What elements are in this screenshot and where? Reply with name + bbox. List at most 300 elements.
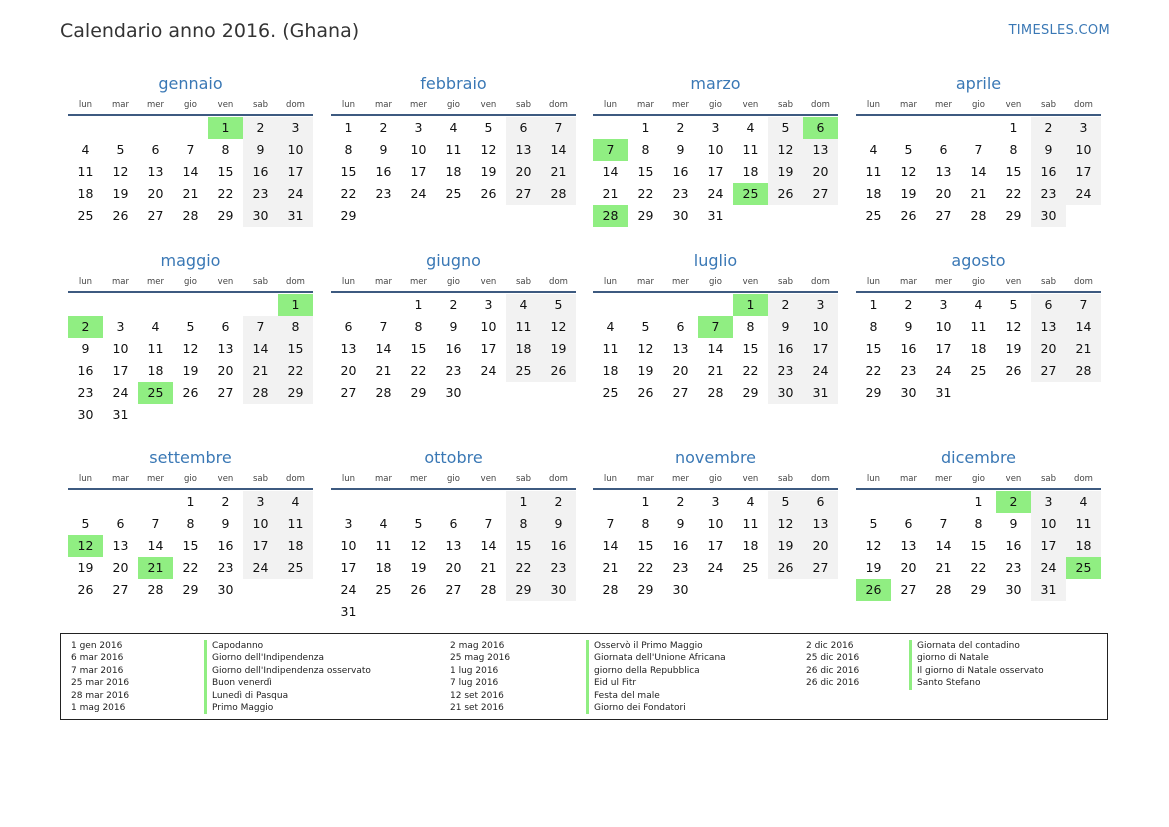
holiday-name: Primo Maggio xyxy=(212,702,274,713)
week-row xyxy=(68,579,313,601)
day-cell: 22 xyxy=(217,186,234,201)
day-cell: 14 xyxy=(602,538,619,553)
week-row xyxy=(331,183,576,205)
weekday-label: lun xyxy=(866,277,881,287)
day-cell: 5 xyxy=(541,294,576,316)
day-cell: 11 xyxy=(147,341,164,356)
day-cell: 25 xyxy=(602,385,619,400)
holiday-name: Giorno dell'Indipendenza osservato xyxy=(212,665,371,676)
day-cell: 23 xyxy=(1031,183,1066,205)
weekday-label: mer xyxy=(409,277,427,287)
day-cell: 2 xyxy=(1031,117,1066,139)
day-cell: 20 xyxy=(803,535,838,557)
weekday-header xyxy=(856,274,1101,293)
holiday-name: Festa del male xyxy=(594,690,660,701)
day-cell: 22 xyxy=(340,186,357,201)
weekday-label: dom xyxy=(286,474,305,484)
day-cell: 12 xyxy=(480,142,497,157)
day-cell: 13 xyxy=(506,139,541,161)
week-row xyxy=(856,513,1101,535)
day-cell: 18 xyxy=(865,186,882,201)
day-cell: 1 xyxy=(869,297,878,312)
day-cell: 18 xyxy=(375,560,392,575)
month-aprile xyxy=(856,73,1101,227)
holiday-date: 2 mag 2016 xyxy=(450,641,505,651)
day-cell: 13 xyxy=(803,139,838,161)
day-cell: 4 xyxy=(449,120,458,135)
holiday-date: 25 dic 2016 xyxy=(806,653,860,664)
day-cell: 12 xyxy=(410,538,427,553)
week-row xyxy=(593,161,838,183)
day-cell: 31 xyxy=(803,382,838,404)
day-cell: 12 xyxy=(112,164,129,179)
weekday-label: dom xyxy=(811,100,830,110)
weekday-header xyxy=(593,471,838,490)
month-giugno xyxy=(331,250,576,404)
day-cell: 1 xyxy=(641,494,650,509)
empty-cell xyxy=(1066,579,1101,601)
day-cell: 3 xyxy=(414,120,423,135)
day-cell: 15 xyxy=(970,538,987,553)
empty-cell xyxy=(68,294,103,316)
week-row xyxy=(68,294,313,316)
week-row xyxy=(856,360,1101,382)
day-cell: 8 xyxy=(221,142,230,157)
weekday-label: gio xyxy=(184,277,197,287)
day-cell: 4 xyxy=(278,491,313,513)
day-cell: 28 xyxy=(480,582,497,597)
day-cell: 1 xyxy=(1009,120,1018,135)
day-cell: 2 xyxy=(243,117,278,139)
day-cell: 24 xyxy=(480,363,497,378)
empty-cell xyxy=(698,579,733,601)
weekday-header xyxy=(68,274,313,293)
weekday-label: mar xyxy=(900,100,917,110)
day-cell: 19 xyxy=(541,338,576,360)
day-cell: 5 xyxy=(768,117,803,139)
day-cell: 14 xyxy=(480,538,497,553)
empty-cell xyxy=(471,491,506,513)
empty-cell xyxy=(331,491,366,513)
weekday-label: dom xyxy=(1074,100,1093,110)
weekday-label: sab xyxy=(252,277,269,287)
day-cell: 2 xyxy=(904,297,913,312)
day-cell: 23 xyxy=(375,186,392,201)
holiday-day-cell: 25 xyxy=(138,382,173,404)
day-cell: 24 xyxy=(707,186,724,201)
holiday-day-cell: 1 xyxy=(278,294,313,316)
empty-cell xyxy=(366,205,401,227)
holiday-day-cell: 2 xyxy=(68,316,103,338)
day-cell: 25 xyxy=(77,208,94,223)
weekday-label: lun xyxy=(603,474,618,484)
day-cell: 14 xyxy=(602,164,619,179)
empty-cell xyxy=(768,205,803,227)
day-cell: 24 xyxy=(243,557,278,579)
day-cell: 19 xyxy=(112,186,129,201)
weekday-label: sab xyxy=(252,474,269,484)
empty-cell xyxy=(856,491,891,513)
day-cell: 23 xyxy=(1005,560,1022,575)
empty-cell xyxy=(541,205,576,227)
day-cell: 21 xyxy=(602,560,619,575)
day-cell: 20 xyxy=(803,161,838,183)
day-cell: 26 xyxy=(541,360,576,382)
weekday-label: ven xyxy=(480,474,497,484)
day-cell: 20 xyxy=(217,363,234,378)
weekday-label: dom xyxy=(286,100,305,110)
day-cell: 19 xyxy=(77,560,94,575)
legend-date-column xyxy=(71,640,129,714)
day-cell: 19 xyxy=(410,560,427,575)
week-row xyxy=(68,382,313,404)
day-cell: 17 xyxy=(935,341,952,356)
day-cell: 7 xyxy=(1066,294,1101,316)
weekday-label: ven xyxy=(1005,474,1022,484)
weekday-label: dom xyxy=(549,277,568,287)
day-cell: 29 xyxy=(742,385,759,400)
week-row xyxy=(593,360,838,382)
empty-cell xyxy=(278,404,313,426)
day-cell: 16 xyxy=(672,538,689,553)
day-cell: 27 xyxy=(672,385,689,400)
weekday-header xyxy=(68,97,313,116)
weekday-label: gio xyxy=(184,474,197,484)
day-cell: 20 xyxy=(1031,338,1066,360)
week-row xyxy=(593,294,838,316)
day-cell: 5 xyxy=(768,491,803,513)
week-row xyxy=(593,338,838,360)
day-cell: 16 xyxy=(1005,538,1022,553)
day-cell: 1 xyxy=(344,120,353,135)
month-name: febbraio xyxy=(420,74,487,93)
day-cell: 25 xyxy=(970,363,987,378)
week-row xyxy=(856,338,1101,360)
empty-cell xyxy=(471,205,506,227)
empty-cell xyxy=(243,294,278,316)
day-cell: 18 xyxy=(970,341,987,356)
day-cell: 3 xyxy=(278,117,313,139)
day-cell: 22 xyxy=(637,186,654,201)
day-cell: 6 xyxy=(344,319,353,334)
week-row xyxy=(68,316,313,338)
week-row xyxy=(856,161,1101,183)
week-row xyxy=(331,161,576,183)
week-row xyxy=(331,491,576,513)
month-febbraio xyxy=(331,73,576,227)
day-cell: 22 xyxy=(1005,186,1022,201)
week-row xyxy=(856,535,1101,557)
weekday-label: lun xyxy=(78,474,93,484)
day-cell: 31 xyxy=(278,205,313,227)
weekday-label: sab xyxy=(515,100,532,110)
month-maggio xyxy=(68,250,313,426)
day-cell: 8 xyxy=(344,142,353,157)
weekday-label: lun xyxy=(603,100,618,110)
holiday-name: Il giorno di Natale osservato xyxy=(917,665,1044,676)
day-cell: 4 xyxy=(151,319,160,334)
empty-cell xyxy=(663,294,698,316)
day-cell: 11 xyxy=(742,142,759,157)
day-cell: 4 xyxy=(606,319,615,334)
weekday-label: mer xyxy=(409,474,427,484)
day-cell: 30 xyxy=(77,407,94,422)
empty-cell xyxy=(593,117,628,139)
day-cell: 29 xyxy=(340,208,357,223)
day-cell: 19 xyxy=(637,363,654,378)
holiday-name: Lunedì di Pasqua xyxy=(212,690,289,701)
day-cell: 30 xyxy=(672,582,689,597)
day-cell: 8 xyxy=(414,319,423,334)
legend-date-column xyxy=(450,640,510,714)
day-cell: 24 xyxy=(1066,183,1101,205)
month-ottobre xyxy=(331,447,576,623)
weekday-label: mer xyxy=(146,277,164,287)
day-cell: 16 xyxy=(375,164,392,179)
day-cell: 28 xyxy=(935,582,952,597)
week-row xyxy=(68,557,313,579)
day-cell: 20 xyxy=(935,186,952,201)
holiday-name: Osservò il Primo Maggio xyxy=(594,641,703,651)
day-cell: 18 xyxy=(278,535,313,557)
weekday-label: mer xyxy=(409,100,427,110)
day-cell: 17 xyxy=(707,538,724,553)
week-row xyxy=(856,557,1101,579)
day-cell: 25 xyxy=(445,186,462,201)
day-cell: 5 xyxy=(81,516,90,531)
empty-cell xyxy=(471,382,506,404)
day-cell: 15 xyxy=(742,341,759,356)
day-cell: 27 xyxy=(1031,360,1066,382)
week-row xyxy=(68,360,313,382)
day-cell: 17 xyxy=(480,341,497,356)
day-cell: 22 xyxy=(410,363,427,378)
weekday-label: ven xyxy=(217,277,234,287)
day-cell: 27 xyxy=(803,183,838,205)
empty-cell xyxy=(628,294,663,316)
day-cell: 26 xyxy=(768,557,803,579)
holiday-name: Giorno dell'Indipendenza xyxy=(212,653,325,664)
week-row xyxy=(68,535,313,557)
day-cell: 16 xyxy=(445,341,462,356)
day-cell: 17 xyxy=(803,338,838,360)
day-cell: 29 xyxy=(970,582,987,597)
day-cell: 3 xyxy=(344,516,353,531)
holiday-date: 26 dic 2016 xyxy=(806,665,860,676)
day-cell: 8 xyxy=(506,513,541,535)
day-cell: 10 xyxy=(1066,139,1101,161)
day-cell: 26 xyxy=(77,582,94,597)
weekday-label: mer xyxy=(146,474,164,484)
day-cell: 4 xyxy=(81,142,90,157)
holiday-name: Giornata dell'Unione Africana xyxy=(594,653,726,664)
holiday-day-cell: 25 xyxy=(733,183,768,205)
day-cell: 17 xyxy=(112,363,129,378)
day-cell: 2 xyxy=(449,297,458,312)
weekday-label: sab xyxy=(1040,474,1057,484)
weekday-label: mer xyxy=(934,100,952,110)
day-cell: 25 xyxy=(506,360,541,382)
day-cell: 19 xyxy=(865,560,882,575)
weekday-header xyxy=(856,471,1101,490)
weekday-label: ven xyxy=(480,277,497,287)
day-cell: 8 xyxy=(1009,142,1018,157)
day-cell: 30 xyxy=(672,208,689,223)
weekday-label: ven xyxy=(217,100,234,110)
weekday-label: sab xyxy=(777,474,794,484)
empty-cell xyxy=(278,579,313,601)
holiday-date: 6 mar 2016 xyxy=(71,653,124,664)
day-cell: 7 xyxy=(484,516,493,531)
week-row xyxy=(68,139,313,161)
brand-link[interactable]: TIMESLES.COM xyxy=(1008,23,1110,38)
day-cell: 9 xyxy=(243,139,278,161)
holiday-name: giorno della Repubblica xyxy=(594,665,700,676)
day-cell: 21 xyxy=(541,161,576,183)
day-cell: 13 xyxy=(112,538,129,553)
week-row xyxy=(331,382,576,404)
empty-cell xyxy=(401,491,436,513)
day-cell: 5 xyxy=(116,142,125,157)
day-cell: 5 xyxy=(1009,297,1018,312)
day-cell: 17 xyxy=(340,560,357,575)
day-cell: 1 xyxy=(414,297,423,312)
day-cell: 24 xyxy=(340,582,357,597)
day-cell: 10 xyxy=(278,139,313,161)
day-cell: 6 xyxy=(506,117,541,139)
weekday-header xyxy=(593,97,838,116)
day-cell: 9 xyxy=(541,513,576,535)
day-cell: 24 xyxy=(803,360,838,382)
day-cell: 19 xyxy=(480,164,497,179)
day-cell: 25 xyxy=(742,560,759,575)
day-cell: 24 xyxy=(410,186,427,201)
holiday-name: Giorno dei Fondatori xyxy=(594,702,686,713)
day-cell: 8 xyxy=(641,142,650,157)
day-cell: 18 xyxy=(742,164,759,179)
month-name: marzo xyxy=(690,74,741,93)
day-cell: 28 xyxy=(243,382,278,404)
day-cell: 6 xyxy=(676,319,685,334)
day-cell: 18 xyxy=(602,363,619,378)
day-cell: 20 xyxy=(112,560,129,575)
day-cell: 8 xyxy=(641,516,650,531)
day-cell: 3 xyxy=(1066,117,1101,139)
holiday-date: 25 mar 2016 xyxy=(71,678,130,689)
holiday-day-cell: 12 xyxy=(68,535,103,557)
day-cell: 7 xyxy=(606,516,615,531)
month-name: novembre xyxy=(674,448,757,467)
holiday-date: 25 mag 2016 xyxy=(450,653,511,664)
day-cell: 18 xyxy=(1066,535,1101,557)
day-cell: 6 xyxy=(1031,294,1066,316)
week-row xyxy=(593,117,838,139)
day-cell: 10 xyxy=(243,513,278,535)
month-name: ottobre xyxy=(424,448,483,467)
day-cell: 23 xyxy=(768,360,803,382)
day-cell: 26 xyxy=(1005,363,1022,378)
holiday-date: 28 mar 2016 xyxy=(71,690,130,701)
day-cell: 26 xyxy=(637,385,654,400)
day-cell: 13 xyxy=(935,164,952,179)
day-cell: 11 xyxy=(970,319,987,334)
empty-cell xyxy=(593,491,628,513)
day-cell: 22 xyxy=(742,363,759,378)
day-cell: 29 xyxy=(865,385,882,400)
empty-cell xyxy=(401,205,436,227)
day-cell: 26 xyxy=(410,582,427,597)
day-cell: 19 xyxy=(768,161,803,183)
day-cell: 9 xyxy=(1009,516,1018,531)
day-cell: 28 xyxy=(970,208,987,223)
empty-cell xyxy=(243,579,278,601)
day-cell: 11 xyxy=(278,513,313,535)
weekday-label: ven xyxy=(217,474,234,484)
holiday-day-cell: 7 xyxy=(593,139,628,161)
day-cell: 23 xyxy=(243,183,278,205)
day-cell: 9 xyxy=(449,319,458,334)
weekday-label: dom xyxy=(811,474,830,484)
day-cell: 2 xyxy=(541,491,576,513)
day-cell: 2 xyxy=(379,120,388,135)
day-cell: 26 xyxy=(900,208,917,223)
empty-cell xyxy=(961,117,996,139)
holiday-name: Buon venerdì xyxy=(212,678,272,689)
empty-cell xyxy=(1066,205,1101,227)
week-row xyxy=(593,382,838,404)
day-cell: 25 xyxy=(375,582,392,597)
day-cell: 28 xyxy=(147,582,164,597)
empty-cell xyxy=(471,601,506,623)
day-cell: 13 xyxy=(217,341,234,356)
week-row xyxy=(68,205,313,227)
day-cell: 20 xyxy=(340,363,357,378)
page-title: Calendario anno 2016. (Ghana) xyxy=(60,20,360,42)
empty-cell xyxy=(803,579,838,601)
day-cell: 2 xyxy=(768,294,803,316)
month-luglio xyxy=(593,250,838,404)
day-cell: 9 xyxy=(676,516,685,531)
month-gennaio xyxy=(68,73,313,227)
day-cell: 13 xyxy=(1031,316,1066,338)
week-row xyxy=(856,382,1101,404)
weekday-label: mar xyxy=(375,474,392,484)
week-row xyxy=(331,294,576,316)
day-cell: 15 xyxy=(1005,164,1022,179)
weekday-label: gio xyxy=(447,277,460,287)
day-cell: 30 xyxy=(768,382,803,404)
day-cell: 12 xyxy=(182,341,199,356)
week-row xyxy=(331,117,576,139)
day-cell: 15 xyxy=(865,341,882,356)
day-cell: 2 xyxy=(676,120,685,135)
day-cell: 18 xyxy=(445,164,462,179)
week-row xyxy=(593,316,838,338)
empty-cell xyxy=(138,491,173,513)
empty-cell xyxy=(768,579,803,601)
day-cell: 27 xyxy=(147,208,164,223)
week-row xyxy=(593,513,838,535)
day-cell: 5 xyxy=(484,120,493,135)
empty-cell xyxy=(173,404,208,426)
month-dicembre xyxy=(856,447,1101,601)
day-cell: 13 xyxy=(672,341,689,356)
day-cell: 23 xyxy=(217,560,234,575)
day-cell: 28 xyxy=(541,183,576,205)
day-cell: 14 xyxy=(182,164,199,179)
weekday-label: dom xyxy=(286,277,305,287)
weekday-label: gio xyxy=(972,474,985,484)
